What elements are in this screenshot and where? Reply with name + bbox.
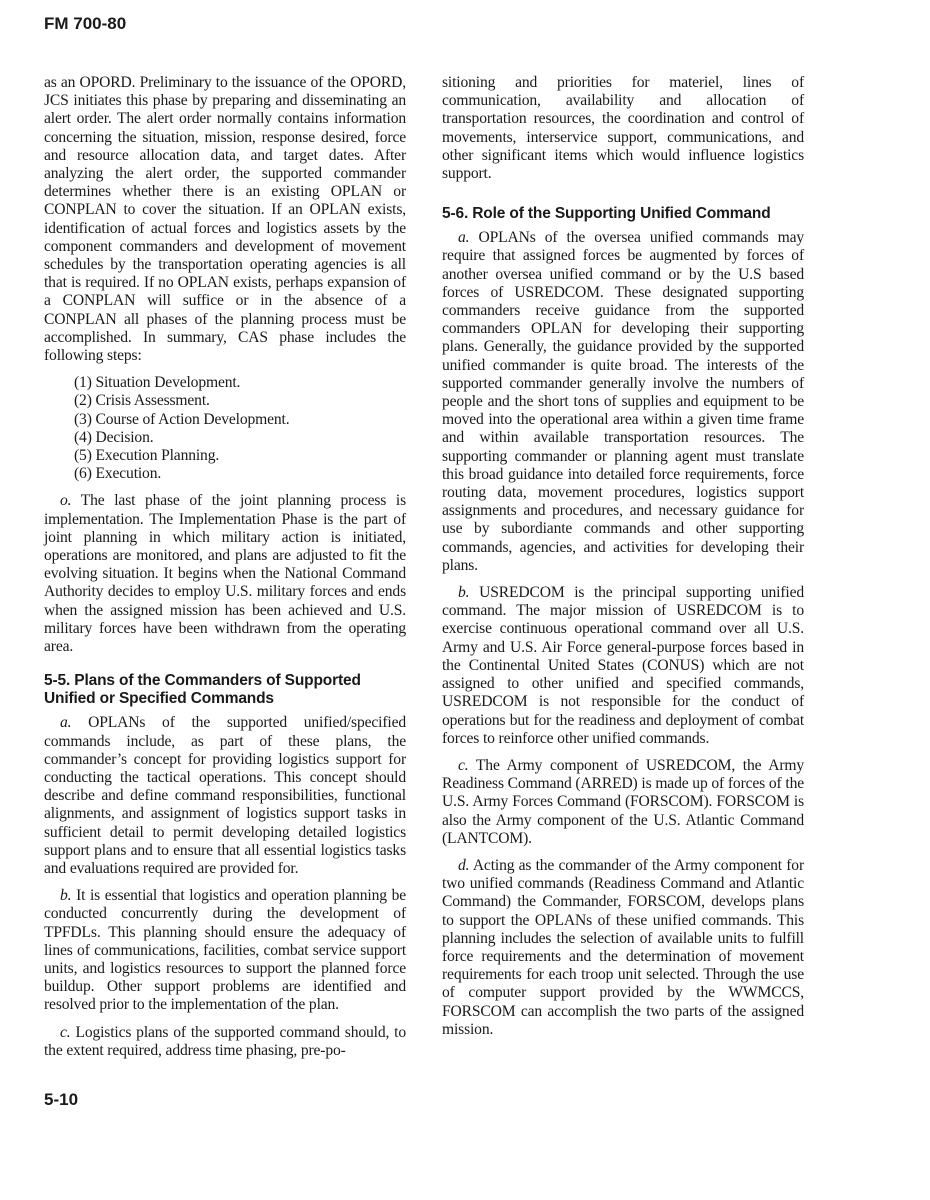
paragraph-text: OPLANs of the oversea unified commands may require that assigned forces be augmented by forces of another oversea unified command or by the U.S based forces of USREDCOM. These designated supporting commanders receive guidance from the supported commanders OPLAN for developing their supporting plans. Generally, the guidance provided by the supported unified commander is quite broad. The interests of the supported commander generally involve the numbers of people and the short tons of supplies and equipment to be moved into the operational area within a given time frame and within available transportation resources. The supporting commander or planning agent must translate this broad guidance into detailed force requirements, force routing data, movement procedures, logistics support assignments and procedures, and necessary guidance for use by subordiante commands and other supporting commands, agencies, and activities for developing their plans. xyxy=(442,229,804,574)
paragraph-c xyxy=(442,757,804,848)
paragraph-a xyxy=(44,714,406,878)
paragraph-marker: a. xyxy=(60,714,72,732)
list-item: (3) Course of Action Development. xyxy=(74,410,290,428)
list-item: (2) Crisis Assessment. xyxy=(74,392,210,410)
paragraph-text: The last phase of the joint planning process is implementation. The Implementation Phase is the part of joint planning in which military action is initiated, operations are monitored, and plans are adjusted to fit the evolving situation. It begins when the National Command Authority decides to employ U.S. military forces and ends when the assigned mission has been achieved and U.S. military forces have been withdrawn from the operating area. xyxy=(44,492,406,656)
paragraph-text: USREDCOM is the principal supporting unified command. The major mission of USREDCOM is to exercise continuous operational command over all U.S. Army and U.S. Air Force general-purpose forces based in the Continental United States (CONUS) which are not assigned to other unified and specified commands, USREDCOM is not responsible for the conduct of operations but for the readiness and deployment of combat forces to reinforce other unified commands. xyxy=(442,584,804,747)
section-heading-5-6: 5-6. Role of the Supporting Unified Command xyxy=(442,205,771,223)
paragraph-marker: c. xyxy=(458,756,469,774)
paragraph-marker: d. xyxy=(458,856,470,874)
paragraph-d xyxy=(442,857,804,1039)
section-heading-5-5: 5-5. Plans of the Commanders of Supported Unified or Specified Commands xyxy=(44,672,361,708)
paragraph-marker: c. xyxy=(60,1023,71,1041)
continued-paragraph: sitioning and priorities for materiel, lines of communication, availability and allocation of transportation resources, the coordination and control of movements, interservice support, communications, and other significant items which would influence logistics support. xyxy=(442,74,804,183)
paragraph-o xyxy=(44,492,406,656)
paragraph-text: Logistics plans of the supported command should, to the extent required, address time phasing, pre-po- xyxy=(44,1023,406,1059)
paragraph-marker: o. xyxy=(60,492,72,510)
paragraph-text: OPLANs of the supported unified/specified commands include, as part of these plans, the commander’s concept for providing logistics support for conducting the tactical operations. This concept should describe and define command responsibilities, functional alignments, and assignment of logistics support tasks in sufficient detail to permit developing detailed logistics support plans and to ensure that all essential logistics tasks and evaluations required are provided for. xyxy=(44,714,406,877)
left-column xyxy=(44,74,406,1069)
continued-paragraph: as an OPORD. Preliminary to the issuance of the OPORD, JCS initiates this phase by preparing and disseminating an alert order. The alert order normally contains information concerning the situation, mission, response desired, force and resource allocation data, and target dates. After analyzing the alert order, the supported commander determines whether there is an existing OPLAN or CONPLAN to cover the situation. If an OPLAN exists, identification of actual forces and logistics assets by the component commanders and development of movement schedules by the transportation operating agencies is all that is required. If no OPLAN exists, perhaps expansion of a CONPLAN will suffice or in the absence of a CONPLAN all phases of the planning process must be accomplished. In summary, CAS phase includes the following steps: xyxy=(44,74,406,365)
paragraph-text: Acting as the commander of the Army component for two unified commands (Readiness Command and Atlantic Command) the Commander, FORSCOM, develops plans to support the OPLANs of these unified commands. This planning includes the selection of available units to fulfill force requirements and the determination of movement requirements for each troop unit selected. Through the use of computer support provided by the WWMCCS, FORSCOM can accomplish the two parts of the assigned mission. xyxy=(442,856,804,1038)
page-number: 5-10 xyxy=(44,1090,79,1109)
paragraph-marker: b. xyxy=(60,887,72,905)
paragraph-text: The Army component of USREDCOM, the Army Readiness Command (ARRED) is made up of forces of the U.S. Army Forces Command (FORSCOM). FORSCOM is also the Army component of the U.S. Atlantic Command (LANTCOM). xyxy=(442,756,804,847)
paragraph-b xyxy=(44,887,406,1014)
list-item: (4) Decision. xyxy=(74,428,154,446)
running-header: FM 700-80 xyxy=(44,14,127,33)
cas-steps-list xyxy=(44,374,406,483)
paragraph-text: It is essential that logistics and operation planning be conducted concurrently during the development of TPFDLs. This planning should ensure the adequacy of lines of communications, facilities, combat service support units, and logistics resources to support the planned force buildup. Other support problems are identified and resolved prior to the implementation of the plan. xyxy=(44,887,406,1014)
paragraph-marker: a. xyxy=(458,229,470,247)
paragraph-a xyxy=(442,229,804,575)
paragraph-marker: b. xyxy=(458,584,470,602)
list-item: (5) Execution Planning. xyxy=(74,447,220,465)
paragraph-b xyxy=(442,584,804,748)
list-item: (6) Execution. xyxy=(74,465,162,483)
paragraph-c xyxy=(44,1024,406,1060)
right-column xyxy=(442,74,804,1048)
list-item: (1) Situation Development. xyxy=(74,374,241,392)
